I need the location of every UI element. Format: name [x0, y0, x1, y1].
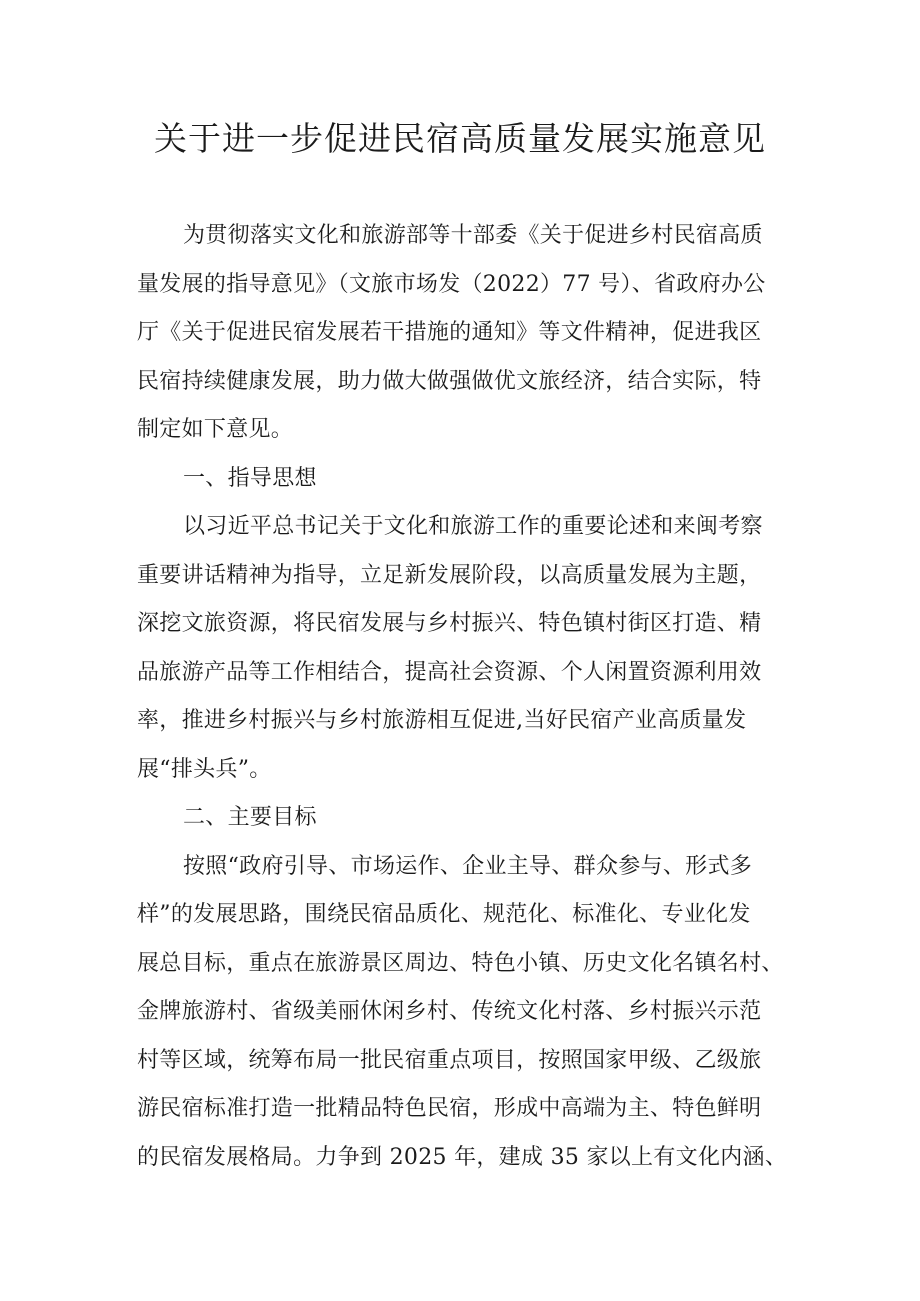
paragraph-line: 重要讲话精神为指导，立足新发展阶段，以高质量发展为主题，	[137, 562, 762, 588]
paragraph-line: 展总目标，重点在旅游景区周边、特色小镇、历史文化名镇名村、	[137, 950, 784, 976]
paragraph-line: 以习近平总书记关于文化和旅游工作的重要论述和来闽考察	[183, 514, 763, 539]
paragraph-line: 品旅游产品等工作相结合，提高社会资源、个人闲置资源利用效	[137, 659, 762, 685]
paragraph-line: 的民宿发展格局。力争到 2025 年，建成 35 家以上有文化内涵、	[137, 1144, 788, 1170]
document-title: 关于进一步促进民宿高质量发展实施意见	[154, 119, 766, 158]
paragraph-line: 样”的发展思路，围绕民宿品质化、规范化、标准化、专业化发	[137, 902, 751, 927]
paragraph-line: 厅《关于促进民宿发展若干措施的通知》等文件精神，促进我区	[137, 320, 762, 345]
section-heading: 一、指导思想	[183, 465, 317, 491]
paragraph-line: 金牌旅游村、省级美丽休闲乡村、传统文化村落、乡村振兴示范	[137, 999, 762, 1024]
paragraph-line: 率，推进乡村振兴与乡村旅游相互促进,当好民宿产业高质量发	[137, 708, 747, 733]
paragraph-line: 游民宿标准打造一批精品特色民宿，形成中高端为主、特色鲜明	[137, 1096, 762, 1121]
paragraph-line: 展“排头兵”。	[137, 756, 272, 782]
paragraph-line: 为贯彻落实文化和旅游部等十部委《关于促进乡村民宿高质	[183, 223, 763, 248]
paragraph-line: 按照“政府引导、市场运作、企业主导、群众参与、形式多	[183, 853, 753, 879]
paragraph-line: 村等区域，统筹布局一批民宿重点项目，按照国家甲级、乙级旅	[137, 1047, 762, 1073]
paragraph-line: 深挖文旅资源，将民宿发展与乡村振兴、特色镇村街区打造、精	[137, 611, 762, 636]
paragraph-line: 量发展的指导意见》（文旅市场发（2022）77 号）、省政府办公	[137, 271, 766, 297]
document-body	[137, 212, 797, 1182]
paragraph-line: 制定如下意见。	[137, 417, 294, 442]
section-heading: 二、主要目标	[183, 805, 317, 830]
paragraph-line: 民宿持续健康发展，助力做大做强做优文旅经济，结合实际，特	[137, 368, 762, 394]
